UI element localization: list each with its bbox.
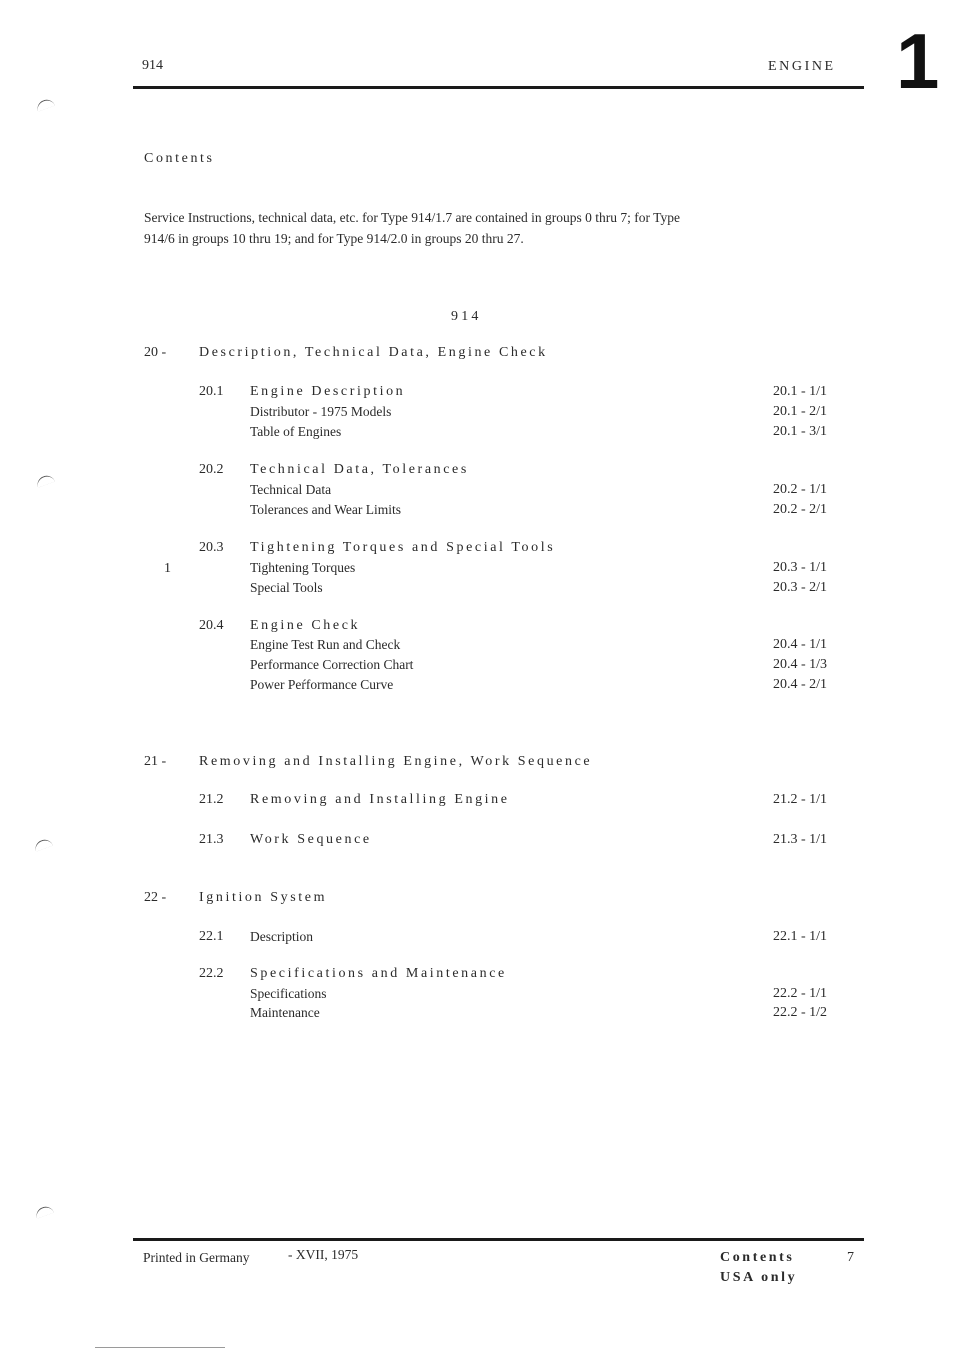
subsection-number: 20.4: [199, 618, 224, 633]
page-ref: 20.1 - 3/1: [773, 424, 828, 439]
subsection-title: Engine Description: [250, 384, 406, 399]
item-label: Performance Correction Chart: [250, 657, 414, 672]
subsection-title: Technical Data, Tolerances: [250, 462, 469, 477]
page-ref: 22.2 - 1/2: [773, 1005, 828, 1020]
item-label: Engine Test Run and Check: [250, 637, 401, 652]
footer-usa-only: USA only: [720, 1270, 798, 1285]
page-ref: 20.3 - 1/1: [773, 560, 828, 575]
group-number-22: 22 -: [144, 890, 167, 905]
page-ref: 21.3 - 1/1: [773, 832, 828, 847]
item-label: Power Peŕformance Curve: [250, 677, 394, 692]
subsection-number: 22.1: [199, 929, 224, 944]
subsection-title: Work Sequence: [250, 832, 372, 847]
item-label: Special Tools: [250, 580, 323, 595]
scan-mark: [33, 837, 53, 852]
page-ref: 20.4 - 1/3: [773, 657, 828, 672]
page-ref: 22.1 - 1/1: [773, 929, 828, 944]
group-title-20: Description, Technical Data, Engine Check: [199, 345, 548, 360]
subsection-number: 20.2: [199, 462, 224, 477]
subsection-title: Engine Check: [250, 618, 361, 633]
scan-mark: [34, 1204, 54, 1219]
page-ref: 20.1 - 2/1: [773, 404, 828, 419]
group-title-21: Removing and Installing Engine, Work Sequence: [199, 754, 593, 769]
item-label: Tolerances and Wear Limits: [250, 502, 402, 517]
group-number-20: 20 -: [144, 345, 167, 360]
item-label: Distributor - 1975 Models: [250, 404, 392, 419]
subsection-number: 21.3: [199, 832, 224, 847]
item-label: Table of Engines: [250, 424, 342, 439]
group-title-22: Ignition System: [199, 890, 328, 905]
scan-mark: [35, 97, 55, 112]
footer-rule: [133, 1238, 864, 1241]
subsection-title: Removing and Installing Engine: [250, 792, 510, 807]
header-rule: [133, 86, 864, 89]
page-ref: 20.3 - 2/1: [773, 580, 828, 595]
item-label: Specifications: [250, 986, 327, 1001]
subsection-number: 20.1: [199, 384, 224, 399]
footer-contents: Contents: [720, 1250, 795, 1265]
page-ref: 20.4 - 2/1: [773, 677, 828, 692]
scan-edge-line: [95, 1347, 225, 1348]
scan-mark: [35, 473, 55, 488]
item-label: Technical Data: [250, 482, 332, 497]
header-model: 914: [142, 58, 163, 73]
group-number-21: 21 -: [144, 754, 167, 769]
margin-note: 1: [164, 561, 171, 576]
contents-heading: Contents: [144, 151, 215, 166]
page-ref: 20.2 - 2/1: [773, 502, 828, 517]
footer-edition: - XVII, 1975: [288, 1247, 359, 1262]
footer-printed: Printed in Germany: [143, 1250, 250, 1265]
subsection-number: 21.2: [199, 792, 224, 807]
page-ref: 21.2 - 1/1: [773, 792, 828, 807]
subsection-title: Tightening Torques and Special Tools: [250, 540, 556, 555]
page-ref: 20.4 - 1/1: [773, 637, 828, 652]
page-ref: 20.2 - 1/1: [773, 482, 828, 497]
intro-line-2: 914/6 in groups 10 thru 19; and for Type 914/2.0 in groups 20 thru 27.: [144, 231, 524, 246]
header-section: ENGINE: [768, 59, 836, 74]
subsection-number: 20.3: [199, 540, 224, 555]
item-label: Maintenance: [250, 1005, 320, 1020]
item-label: Tightening Torques: [250, 560, 356, 575]
intro-line-1: Service Instructions, technical data, etc. for Type 914/1.7 are contained in groups 0 thru 7; for Type: [144, 210, 680, 225]
subsection-number: 22.2: [199, 966, 224, 981]
subsection-title: Description: [250, 929, 313, 944]
page-ref: 20.1 - 1/1: [773, 384, 828, 399]
page-ref: 22.2 - 1/1: [773, 986, 828, 1001]
footer-page-number: 7: [847, 1250, 854, 1265]
subsection-title: Specifications and Maintenance: [250, 966, 507, 981]
center-title: 914: [451, 309, 482, 324]
group-number: 1: [896, 17, 940, 105]
